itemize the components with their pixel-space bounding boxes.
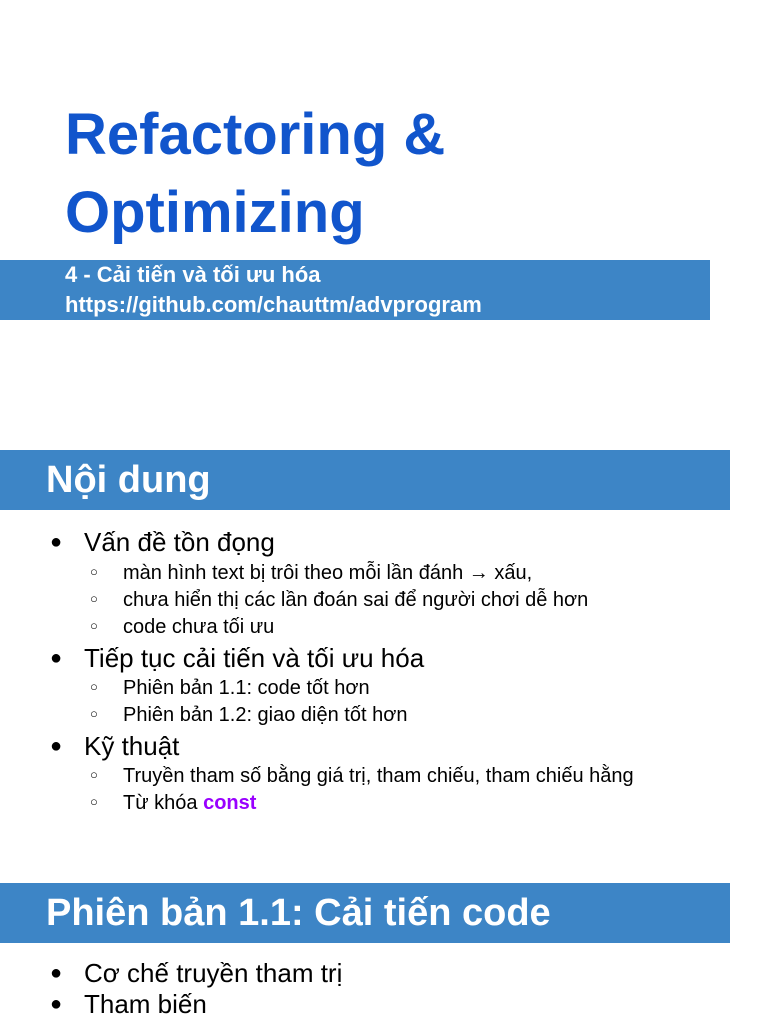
slide-title [65, 96, 445, 252]
list-item [50, 989, 207, 1020]
hollow-bullet-icon: ○ [90, 618, 98, 633]
sub-list-item [90, 616, 274, 639]
list-item-label: Cơ chế truyền tham trị [84, 958, 343, 988]
sub-list-item [90, 562, 532, 585]
sub-list-item [90, 765, 634, 788]
hollow-bullet-icon: ○ [90, 794, 98, 809]
hollow-bullet-icon: ○ [90, 564, 98, 579]
sub-list-item-label: Từ khóa [123, 792, 204, 814]
bullet-icon: ● [50, 647, 63, 669]
hollow-bullet-icon: ○ [90, 706, 98, 721]
bullet-icon: ● [50, 735, 63, 757]
hollow-bullet-icon: ○ [90, 679, 98, 694]
hollow-bullet-icon: ○ [90, 767, 98, 782]
list-item [50, 958, 342, 989]
bullet-icon: ● [50, 993, 63, 1015]
sub-list-item [90, 589, 588, 612]
list-item [50, 527, 275, 558]
keyword-const: const [203, 792, 257, 814]
list-item [50, 731, 179, 762]
sub-list-item-label: Phiên bản 1.1: code tốt hơn [123, 677, 370, 699]
sub-list-item [90, 704, 407, 727]
list-item [50, 643, 424, 674]
title-line-2: Optimizing [65, 180, 365, 245]
sub-list-item-label: chưa hiển thị các lần đoán sai để người chơi dễ hơn [123, 589, 589, 611]
sub-list-item [90, 677, 370, 700]
list-item-label: Vấn đề tồn đọng [84, 527, 275, 557]
subtitle-line-1: 4 - Cải tiến và tối ưu hóa [65, 262, 321, 287]
list-item-label: Tiếp tục cải tiến và tối ưu hóa [84, 643, 425, 673]
sub-list-item-label: code chưa tối ưu [123, 616, 275, 638]
bullet-icon: ● [50, 531, 63, 553]
bullet-icon: ● [50, 962, 63, 984]
sub-list-item-label: Phiên bản 1.2: giao diện tốt hơn [123, 704, 408, 726]
title-line-1: Refactoring & [65, 102, 446, 167]
hollow-bullet-icon: ○ [90, 591, 98, 606]
list-item-label: Tham biến [84, 989, 207, 1019]
sub-list-item-label: Truyền tham số bằng giá trị, tham chiếu, tham chiếu hằng [123, 765, 634, 787]
sub-list-item [90, 792, 256, 815]
sub-list-item-label: màn hình text bị trôi theo mỗi lần đánh → xấu, [123, 562, 533, 584]
section-heading-version: Phiên bản 1.1: Cải tiến code [46, 892, 551, 934]
list-item-label: Kỹ thuật [84, 731, 180, 761]
subtitle-link[interactable]: https://github.com/chauttm/advprogram [65, 292, 482, 317]
section-heading-contents: Nội dung [46, 459, 211, 501]
